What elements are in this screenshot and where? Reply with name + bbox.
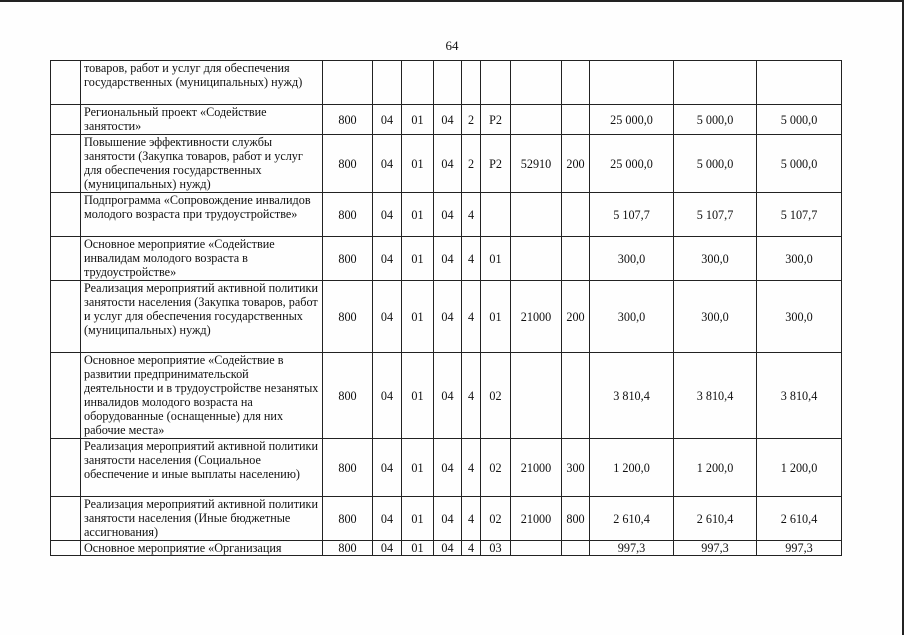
code-cell-c7: 52910	[511, 135, 562, 193]
code-cell-c6: 02	[481, 497, 511, 541]
table-row	[51, 353, 842, 439]
amount-cell-a3	[757, 61, 842, 105]
amount-cell-a2: 5 107,7	[674, 193, 757, 237]
code-cell-c7	[511, 105, 562, 135]
code-cell-c7	[511, 353, 562, 439]
code-cell-c1: 800	[323, 105, 373, 135]
amount-cell-a2: 300,0	[674, 281, 757, 353]
code-cell-c5: 2	[462, 135, 481, 193]
description-cell: Подпрограмма «Сопровождение инвалидов молодого возраста при трудоустройстве»	[81, 193, 323, 237]
amount-cell-a3: 300,0	[757, 281, 842, 353]
blank-cell	[51, 61, 81, 105]
amount-cell-a3: 5 000,0	[757, 105, 842, 135]
amount-cell-a2: 1 200,0	[674, 439, 757, 497]
code-cell-c2: 04	[373, 281, 402, 353]
code-cell-c4: 04	[434, 497, 462, 541]
table-row	[51, 193, 842, 237]
blank-cell	[51, 497, 81, 541]
code-cell-c4: 04	[434, 541, 462, 556]
code-cell-c5: 4	[462, 237, 481, 281]
code-cell-c4: 04	[434, 353, 462, 439]
code-cell-c4	[434, 61, 462, 105]
code-cell-c6: 01	[481, 281, 511, 353]
amount-cell-a2	[674, 61, 757, 105]
amount-cell-a3: 5 000,0	[757, 135, 842, 193]
amount-cell-a1: 2 610,4	[590, 497, 674, 541]
code-cell-c2: 04	[373, 497, 402, 541]
code-cell-c4: 04	[434, 193, 462, 237]
code-cell-c6: 02	[481, 439, 511, 497]
amount-cell-a1	[590, 61, 674, 105]
table-row	[51, 497, 842, 541]
code-cell-c1: 800	[323, 281, 373, 353]
code-cell-c5: 4	[462, 353, 481, 439]
table-row	[51, 105, 842, 135]
code-cell-c3: 01	[402, 541, 434, 556]
code-cell-c4: 04	[434, 281, 462, 353]
blank-cell	[51, 135, 81, 193]
description-cell: Повышение эффективности службы занятости (Закупка товаров, работ и услуг для обеспечения государственных (муниципальных) нужд)	[81, 135, 323, 193]
code-cell-c1: 800	[323, 135, 373, 193]
amount-cell-a1: 5 107,7	[590, 193, 674, 237]
code-cell-c3: 01	[402, 281, 434, 353]
code-cell-c8: 300	[562, 439, 590, 497]
code-cell-c3	[402, 61, 434, 105]
code-cell-c3: 01	[402, 237, 434, 281]
code-cell-c8	[562, 237, 590, 281]
amount-cell-a2: 5 000,0	[674, 135, 757, 193]
code-cell-c3: 01	[402, 105, 434, 135]
code-cell-c7: 21000	[511, 281, 562, 353]
table-row	[51, 281, 842, 353]
code-cell-c6: P2	[481, 135, 511, 193]
code-cell-c1: 800	[323, 353, 373, 439]
amount-cell-a3: 1 200,0	[757, 439, 842, 497]
blank-cell	[51, 353, 81, 439]
code-cell-c7	[511, 541, 562, 556]
table-row	[51, 541, 842, 556]
table-row	[51, 237, 842, 281]
code-cell-c3: 01	[402, 353, 434, 439]
description-cell: Реализация мероприятий активной политики занятости населения (Социальное обеспечение и иные выплаты населению)	[81, 439, 323, 497]
amount-cell-a2: 5 000,0	[674, 105, 757, 135]
page-number: 64	[445, 38, 459, 53]
code-cell-c4: 04	[434, 237, 462, 281]
code-cell-c5	[462, 61, 481, 105]
code-cell-c3: 01	[402, 193, 434, 237]
code-cell-c8	[562, 353, 590, 439]
code-cell-c2: 04	[373, 237, 402, 281]
code-cell-c8	[562, 541, 590, 556]
code-cell-c5: 4	[462, 193, 481, 237]
code-cell-c8	[562, 105, 590, 135]
amount-cell-a1: 25 000,0	[590, 105, 674, 135]
code-cell-c1: 800	[323, 497, 373, 541]
description-cell: Региональный проект «Содействие занятости»	[81, 105, 323, 135]
code-cell-c8: 800	[562, 497, 590, 541]
code-cell-c6	[481, 193, 511, 237]
code-cell-c4: 04	[434, 135, 462, 193]
code-cell-c7	[511, 193, 562, 237]
code-cell-c8	[562, 193, 590, 237]
code-cell-c1: 800	[323, 439, 373, 497]
blank-cell	[51, 281, 81, 353]
code-cell-c1: 800	[323, 237, 373, 281]
amount-cell-a1: 300,0	[590, 281, 674, 353]
description-cell: Реализация мероприятий активной политики занятости населения (Иные бюджетные ассигнования)	[81, 497, 323, 541]
code-cell-c6	[481, 61, 511, 105]
description-cell: товаров, работ и услуг для обеспечения государственных (муниципальных) нужд)	[81, 61, 323, 105]
code-cell-c5: 4	[462, 281, 481, 353]
table-row	[51, 61, 842, 105]
code-cell-c2	[373, 61, 402, 105]
description-cell: Основное мероприятие «Организация	[81, 541, 323, 556]
amount-cell-a3: 997,3	[757, 541, 842, 556]
amount-cell-a1: 3 810,4	[590, 353, 674, 439]
description-cell: Основное мероприятие «Содействие инвалидам молодого возраста в трудоустройстве»	[81, 237, 323, 281]
amount-cell-a2: 3 810,4	[674, 353, 757, 439]
code-cell-c2: 04	[373, 541, 402, 556]
code-cell-c2: 04	[373, 439, 402, 497]
code-cell-c7: 21000	[511, 439, 562, 497]
amount-cell-a1: 997,3	[590, 541, 674, 556]
code-cell-c4: 04	[434, 439, 462, 497]
code-cell-c2: 04	[373, 353, 402, 439]
blank-cell	[51, 541, 81, 556]
code-cell-c8	[562, 61, 590, 105]
amount-cell-a3: 300,0	[757, 237, 842, 281]
code-cell-c2: 04	[373, 193, 402, 237]
description-cell: Реализация мероприятий активной политики занятости населения (Закупка товаров, работ и услуг для обеспечения государственных (муниципальных) нужд)	[81, 281, 323, 353]
code-cell-c3: 01	[402, 135, 434, 193]
code-cell-c6: 01	[481, 237, 511, 281]
code-cell-c6: 02	[481, 353, 511, 439]
amount-cell-a2: 997,3	[674, 541, 757, 556]
blank-cell	[51, 439, 81, 497]
code-cell-c6: 03	[481, 541, 511, 556]
table-row	[51, 439, 842, 497]
amount-cell-a2: 2 610,4	[674, 497, 757, 541]
code-cell-c5: 2	[462, 105, 481, 135]
description-cell: Основное мероприятие «Содействие в развитии предпринимательской деятельности и в трудоустройстве незанятых инвалидов молодого возраста на оборудованные (оснащенные) для них рабочие места»	[81, 353, 323, 439]
code-cell-c1: 800	[323, 193, 373, 237]
code-cell-c4: 04	[434, 105, 462, 135]
code-cell-c3: 01	[402, 497, 434, 541]
blank-cell	[51, 105, 81, 135]
code-cell-c2: 04	[373, 135, 402, 193]
code-cell-c7: 21000	[511, 497, 562, 541]
blank-cell	[51, 237, 81, 281]
amount-cell-a1: 25 000,0	[590, 135, 674, 193]
amount-cell-a3: 3 810,4	[757, 353, 842, 439]
code-cell-c1: 800	[323, 541, 373, 556]
code-cell-c3: 01	[402, 439, 434, 497]
code-cell-c8: 200	[562, 281, 590, 353]
blank-cell	[51, 193, 81, 237]
code-cell-c8: 200	[562, 135, 590, 193]
code-cell-c5: 4	[462, 541, 481, 556]
budget-table	[50, 60, 842, 556]
amount-cell-a3: 5 107,7	[757, 193, 842, 237]
code-cell-c2: 04	[373, 105, 402, 135]
code-cell-c5: 4	[462, 439, 481, 497]
code-cell-c7	[511, 61, 562, 105]
code-cell-c7	[511, 237, 562, 281]
table-row	[51, 135, 842, 193]
code-cell-c5: 4	[462, 497, 481, 541]
code-cell-c6: P2	[481, 105, 511, 135]
code-cell-c1	[323, 61, 373, 105]
amount-cell-a3: 2 610,4	[757, 497, 842, 541]
amount-cell-a2: 300,0	[674, 237, 757, 281]
amount-cell-a1: 300,0	[590, 237, 674, 281]
amount-cell-a1: 1 200,0	[590, 439, 674, 497]
